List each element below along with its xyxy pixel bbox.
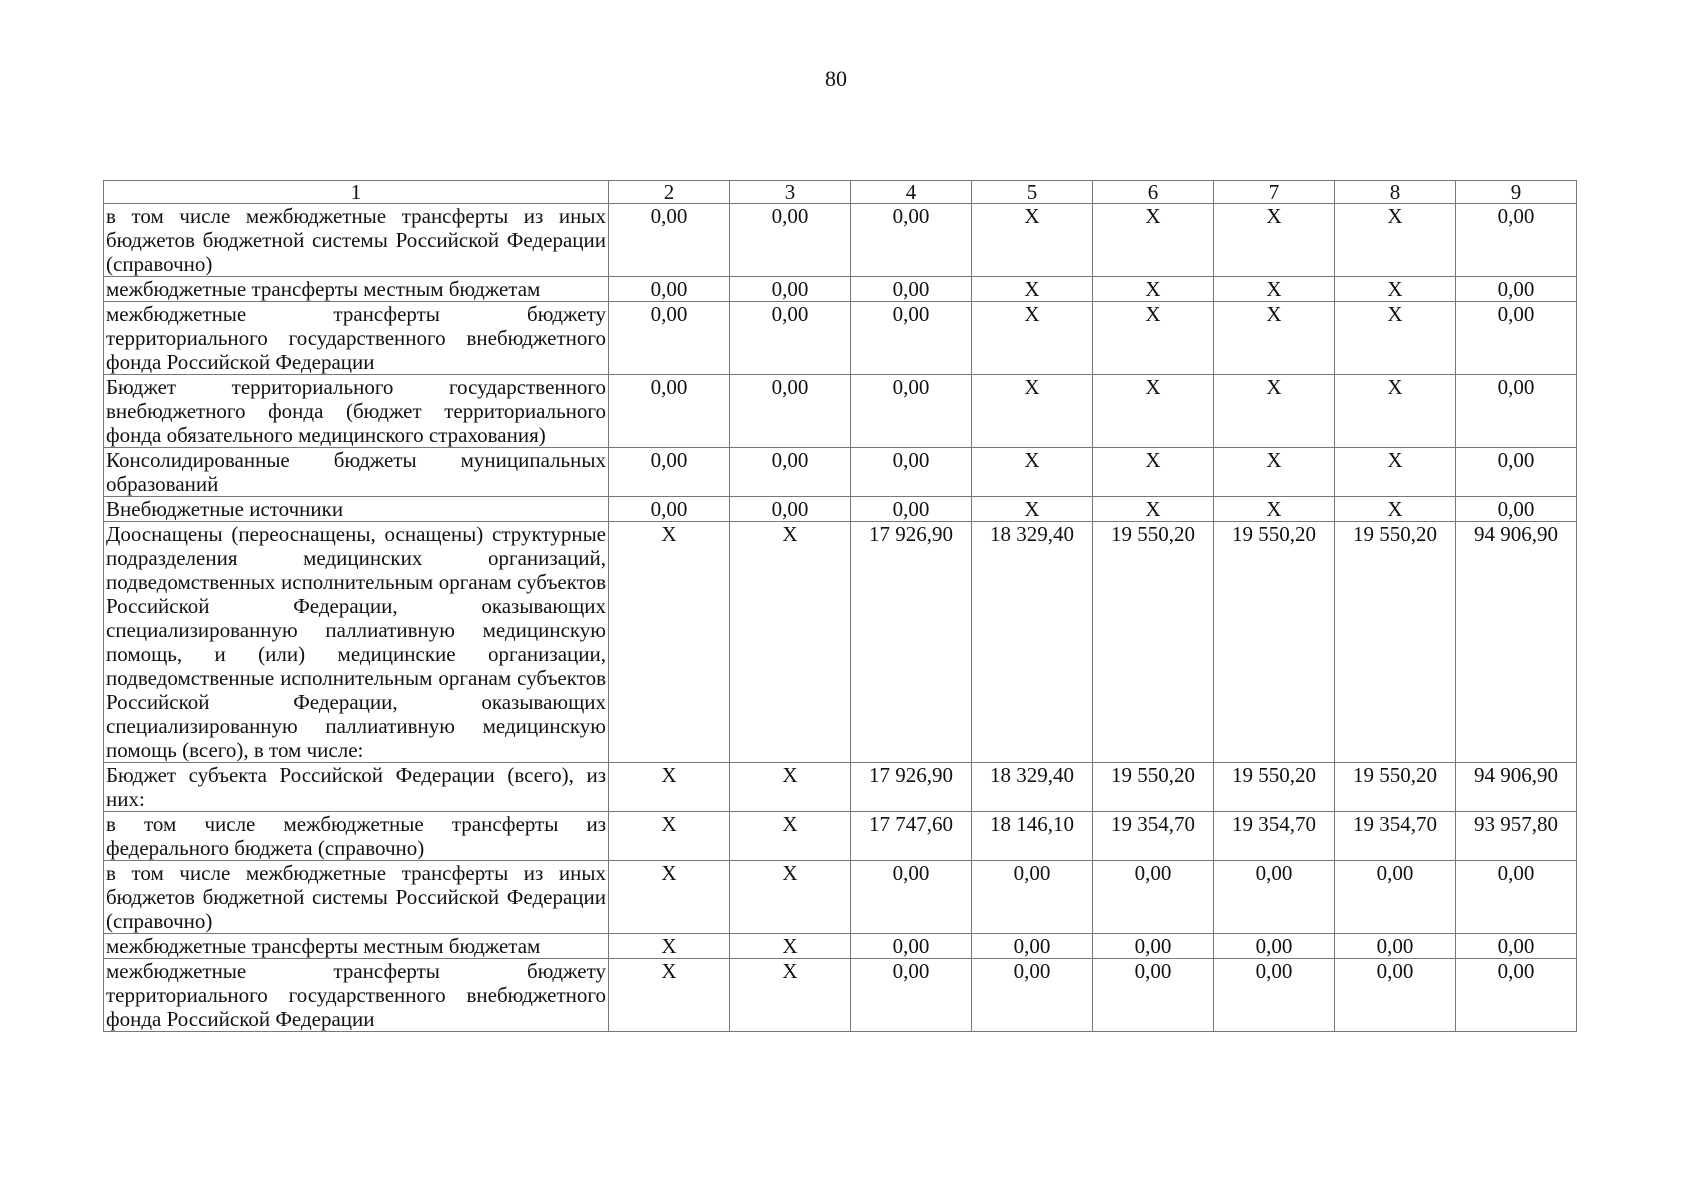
value-cell-col-4: 0,00: [851, 861, 972, 934]
value-cell-col-2: X: [609, 763, 730, 812]
value-cell-col-5: 18 146,10: [972, 812, 1093, 861]
value-cell-col-5: X: [972, 448, 1093, 497]
value-cell-col-9: 0,00: [1456, 934, 1577, 959]
row-label-cell: межбюджетные трансферты местным бюджетам: [104, 277, 609, 302]
value-cell-col-6: X: [1093, 448, 1214, 497]
value-cell-col-7: 19 354,70: [1214, 812, 1335, 861]
value-cell-col-6: 0,00: [1093, 861, 1214, 934]
value-cell-col-8: X: [1335, 277, 1456, 302]
value-cell-col-4: 0,00: [851, 497, 972, 522]
value-cell-col-6: 19 354,70: [1093, 812, 1214, 861]
value-cell-col-6: 19 550,20: [1093, 763, 1214, 812]
value-cell-col-3: 0,00: [730, 497, 851, 522]
value-cell-col-2: 0,00: [609, 277, 730, 302]
header-cell-col-9: 9: [1456, 181, 1577, 204]
value-cell-col-5: X: [972, 204, 1093, 277]
row-label-cell: Дооснащены (переоснащены, оснащены) структурные подразделения медицинских организаций, подведомственных исполнительным органам субъектов Российской Федерации, оказывающих специализированную паллиативную медицинскую помощь, и (или) медицинские организации, подведомственные исполнительным органам субъектов Российской Федерации, оказывающих специализированную паллиативную медицинскую помощь (всего), в том числе:: [104, 522, 609, 763]
value-cell-col-2: 0,00: [609, 497, 730, 522]
value-cell-col-9: 0,00: [1456, 448, 1577, 497]
value-cell-col-6: 0,00: [1093, 934, 1214, 959]
value-cell-col-5: 0,00: [972, 861, 1093, 934]
value-cell-col-3: 0,00: [730, 277, 851, 302]
value-cell-col-5: X: [972, 302, 1093, 375]
value-cell-col-9: 0,00: [1456, 375, 1577, 448]
value-cell-col-5: 0,00: [972, 934, 1093, 959]
value-cell-col-2: 0,00: [609, 204, 730, 277]
value-cell-col-5: X: [972, 277, 1093, 302]
table-row: [104, 934, 1577, 959]
value-cell-col-2: 0,00: [609, 448, 730, 497]
value-cell-col-4: 0,00: [851, 302, 972, 375]
value-cell-col-4: 0,00: [851, 934, 972, 959]
value-cell-col-4: 0,00: [851, 375, 972, 448]
value-cell-col-8: X: [1335, 204, 1456, 277]
value-cell-col-5: X: [972, 497, 1093, 522]
value-cell-col-7: 0,00: [1214, 934, 1335, 959]
value-cell-col-3: X: [730, 959, 851, 1032]
value-cell-col-6: X: [1093, 277, 1214, 302]
table-row: [104, 522, 1577, 763]
table-row: [104, 375, 1577, 448]
table-row: [104, 959, 1577, 1032]
value-cell-col-9: 94 906,90: [1456, 522, 1577, 763]
value-cell-col-4: 0,00: [851, 204, 972, 277]
value-cell-col-7: X: [1214, 497, 1335, 522]
value-cell-col-2: 0,00: [609, 375, 730, 448]
value-cell-col-3: 0,00: [730, 375, 851, 448]
value-cell-col-2: 0,00: [609, 302, 730, 375]
value-cell-col-3: X: [730, 522, 851, 763]
value-cell-col-6: X: [1093, 204, 1214, 277]
value-cell-col-7: X: [1214, 277, 1335, 302]
value-cell-col-6: 19 550,20: [1093, 522, 1214, 763]
row-label-cell: в том числе межбюджетные трансферты из федерального бюджета (справочно): [104, 812, 609, 861]
row-label-cell: Бюджет субъекта Российской Федерации (всего), из них:: [104, 763, 609, 812]
value-cell-col-7: 19 550,20: [1214, 522, 1335, 763]
table-row: [104, 763, 1577, 812]
value-cell-col-9: 0,00: [1456, 302, 1577, 375]
value-cell-col-8: 0,00: [1335, 959, 1456, 1032]
value-cell-col-5: X: [972, 375, 1093, 448]
header-cell-col-6: 6: [1093, 181, 1214, 204]
value-cell-col-5: 18 329,40: [972, 522, 1093, 763]
value-cell-col-2: X: [609, 959, 730, 1032]
header-cell-col-7: 7: [1214, 181, 1335, 204]
row-label-cell: межбюджетные трансферты бюджету территориального государственного внебюджетного фонда Российской Федерации: [104, 302, 609, 375]
row-label-cell: Консолидированные бюджеты муниципальных образований: [104, 448, 609, 497]
value-cell-col-7: X: [1214, 302, 1335, 375]
value-cell-col-7: X: [1214, 204, 1335, 277]
value-cell-col-3: X: [730, 763, 851, 812]
value-cell-col-2: X: [609, 812, 730, 861]
value-cell-col-9: 93 957,80: [1456, 812, 1577, 861]
value-cell-col-3: X: [730, 861, 851, 934]
table-row: [104, 448, 1577, 497]
value-cell-col-4: 0,00: [851, 277, 972, 302]
value-cell-col-6: X: [1093, 302, 1214, 375]
header-cell-col-1: 1: [104, 181, 609, 204]
value-cell-col-8: X: [1335, 448, 1456, 497]
value-cell-col-6: X: [1093, 497, 1214, 522]
header-cell-col-8: 8: [1335, 181, 1456, 204]
table-row: [104, 204, 1577, 277]
value-cell-col-4: 17 747,60: [851, 812, 972, 861]
value-cell-col-8: 19 354,70: [1335, 812, 1456, 861]
value-cell-col-6: X: [1093, 375, 1214, 448]
row-label-cell: в том числе межбюджетные трансферты из иных бюджетов бюджетной системы Российской Федерации (справочно): [104, 204, 609, 277]
value-cell-col-8: X: [1335, 375, 1456, 448]
value-cell-col-7: 0,00: [1214, 861, 1335, 934]
value-cell-col-9: 94 906,90: [1456, 763, 1577, 812]
value-cell-col-2: X: [609, 861, 730, 934]
value-cell-col-7: 0,00: [1214, 959, 1335, 1032]
value-cell-col-2: X: [609, 522, 730, 763]
header-cell-col-4: 4: [851, 181, 972, 204]
value-cell-col-8: 0,00: [1335, 861, 1456, 934]
budget-table: [103, 180, 1577, 1032]
value-cell-col-7: X: [1214, 375, 1335, 448]
value-cell-col-3: 0,00: [730, 204, 851, 277]
table-row: [104, 497, 1577, 522]
row-label-cell: межбюджетные трансферты бюджету территориального государственного внебюджетного фонда Российской Федерации: [104, 959, 609, 1032]
value-cell-col-4: 17 926,90: [851, 522, 972, 763]
value-cell-col-3: X: [730, 934, 851, 959]
header-row: [104, 181, 1577, 204]
value-cell-col-3: 0,00: [730, 302, 851, 375]
value-cell-col-8: 19 550,20: [1335, 763, 1456, 812]
value-cell-col-3: 0,00: [730, 448, 851, 497]
value-cell-col-8: 0,00: [1335, 934, 1456, 959]
value-cell-col-4: 0,00: [851, 959, 972, 1032]
value-cell-col-8: 19 550,20: [1335, 522, 1456, 763]
value-cell-col-7: 19 550,20: [1214, 763, 1335, 812]
value-cell-col-5: 18 329,40: [972, 763, 1093, 812]
value-cell-col-9: 0,00: [1456, 959, 1577, 1032]
value-cell-col-8: X: [1335, 302, 1456, 375]
row-label-cell: Внебюджетные источники: [104, 497, 609, 522]
header-cell-col-3: 3: [730, 181, 851, 204]
header-cell-col-2: 2: [609, 181, 730, 204]
value-cell-col-7: X: [1214, 448, 1335, 497]
table-row: [104, 277, 1577, 302]
value-cell-col-2: X: [609, 934, 730, 959]
row-label-cell: межбюджетные трансферты местным бюджетам: [104, 934, 609, 959]
value-cell-col-9: 0,00: [1456, 861, 1577, 934]
value-cell-col-4: 17 926,90: [851, 763, 972, 812]
value-cell-col-6: 0,00: [1093, 959, 1214, 1032]
row-label-cell: Бюджет территориального государственного внебюджетного фонда (бюджет территориального фонда обязательного медицинского страхования): [104, 375, 609, 448]
table-body: [104, 204, 1577, 1032]
value-cell-col-4: 0,00: [851, 448, 972, 497]
table-row: [104, 861, 1577, 934]
value-cell-col-9: 0,00: [1456, 204, 1577, 277]
page-number: 80: [825, 66, 847, 91]
header-cell-col-5: 5: [972, 181, 1093, 204]
table-row: [104, 812, 1577, 861]
table-row: [104, 302, 1577, 375]
value-cell-col-3: X: [730, 812, 851, 861]
value-cell-col-9: 0,00: [1456, 277, 1577, 302]
row-label-cell: в том числе межбюджетные трансферты из иных бюджетов бюджетной системы Российской Федерации (справочно): [104, 861, 609, 934]
value-cell-col-8: X: [1335, 497, 1456, 522]
value-cell-col-9: 0,00: [1456, 497, 1577, 522]
value-cell-col-5: 0,00: [972, 959, 1093, 1032]
table-header: [104, 181, 1577, 204]
